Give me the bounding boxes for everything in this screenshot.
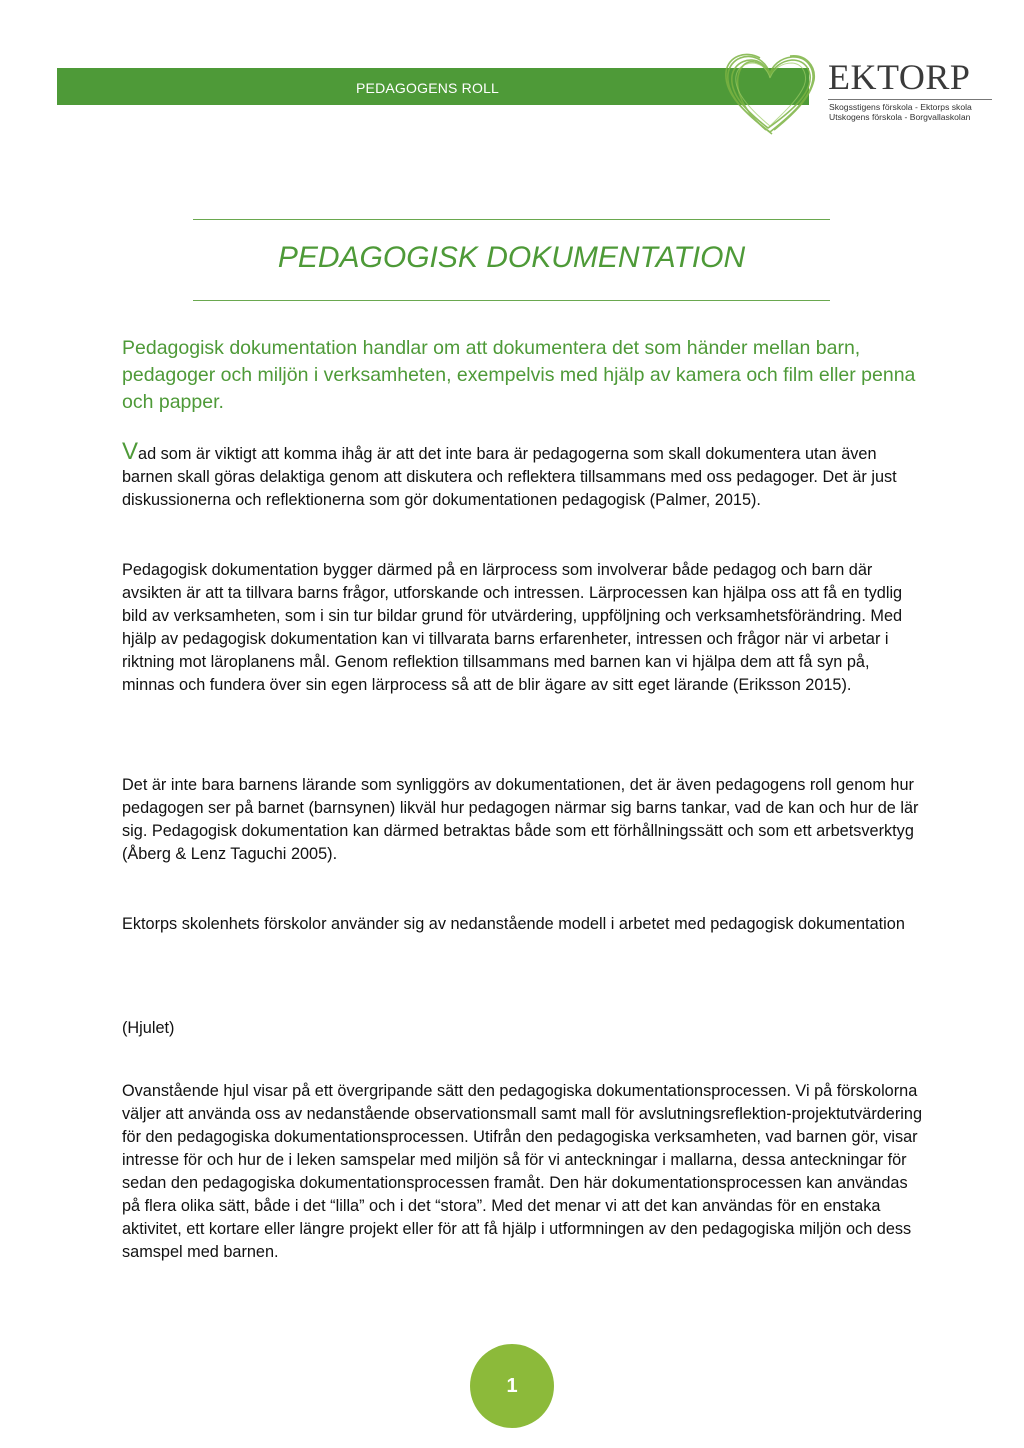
wheel-placeholder: (Hjulet) <box>122 1019 175 1037</box>
paragraph-4: Ektorps skolenhets förskolor använder sig av nedanstående modell i arbetet med pedagogisk dokumentation <box>122 915 905 933</box>
logo-name: EKTORP <box>828 57 971 97</box>
page-title: PEDAGOGISK DOKUMENTATION <box>277 241 746 274</box>
logo-subtitle <box>829 102 999 122</box>
paragraph-3: Det är inte bara barnens lärande som synliggörs av dokumentationen, det är även pedagogens roll genom hur pedagogen ser på barnet (barnsynen) likväl hur pedagogen närmar sig barns tankar, vad de kan och hur de lär sig. Pedagogisk dokumentation kan därmed betraktas både som ett förhållningssätt och som ett arbetsverktyg (Åberg & Lenz Taguchi 2005). <box>122 776 919 863</box>
logo-divider <box>828 99 992 100</box>
page-number: 1 <box>470 1344 554 1428</box>
logo-line-1: Skogsstigens förskola - Ektorps skola <box>829 102 972 112</box>
title-rule-bottom <box>193 300 830 301</box>
paragraph-2: Pedagogisk dokumentation bygger därmed på en lärprocess som involverar både pedagog och barn där avsikten är att ta tillvara barns frågor, utforskande och intressen. Lärprocessen kan hjälpa oss att få en tydlig bild av verksamheten, som i sin tur bildar grund för utvärdering, uppföljning och verksamhetsförändring. Med hjälp av pedagogisk dokumentation kan vi tillvarata barns erfarenheter, intressen och frågor när vi arbetar i riktning mot läroplanens mål. Genom reflektion tillsammans med barnen kan vi hjälpa dem att få syn på, minnas och fundera över sin egen lärprocess så att de blir ägare av sitt eget lärande (Eriksson 2015). <box>122 561 903 694</box>
drop-cap: V <box>122 438 139 465</box>
lead-paragraph: Pedagogisk dokumentation handlar om att dokumentera det som händer mellan barn, pedagoger och miljön i verksamheten, exempelvis med hjälp av kamera och film eller penna och papper. <box>122 337 916 413</box>
paragraph-1-text: ad som är viktigt att komma ihåg är att det inte bara är pedagogerna som skall dokumentera utan även barnen skall göras delaktiga genom att diskutera och reflektera tillsammans med oss pedagoger. Det är just diskussionerna och reflektionerna som gör dokumentationen pedagogisk (Palmer, 2015). <box>122 445 897 509</box>
heart-logo-icon <box>720 48 820 140</box>
paragraph-6: Ovanstående hjul visar på ett övergripande sätt den pedagogiska dokumentationsprocessen. Vi på förskolorna väljer att använda oss av nedanstående observationsmall samt mall för avslutningsreflektion-projektutvärdering för den pedagogiska dokumentationsprocessen. Utifrån den pedagogiska verksamheten, vad barnen gör, visar intresse för och hur de i leken samspelar med miljön så för vi anteckningar i mallarna, dessa anteckningar för sedan den pedagogiska dokumentationsprocessen framåt. Den här dokumentationsprocessen kan användas på flera olika sätt, både i det “lilla” och i det “stora”. Med det menar vi att det kan användas för en enstaka aktivitet, ett kortare eller längre projekt eller för att få hjälp i utformningen av den pedagogiska miljön och dess samspel med barnen. <box>122 1082 923 1261</box>
logo-line-2: Utskogens förskola - Borgvallaskolan <box>829 112 971 122</box>
paragraph-1 <box>122 438 922 512</box>
section-title: PEDAGOGENS ROLL <box>356 80 500 96</box>
title-rule-top <box>193 219 830 220</box>
